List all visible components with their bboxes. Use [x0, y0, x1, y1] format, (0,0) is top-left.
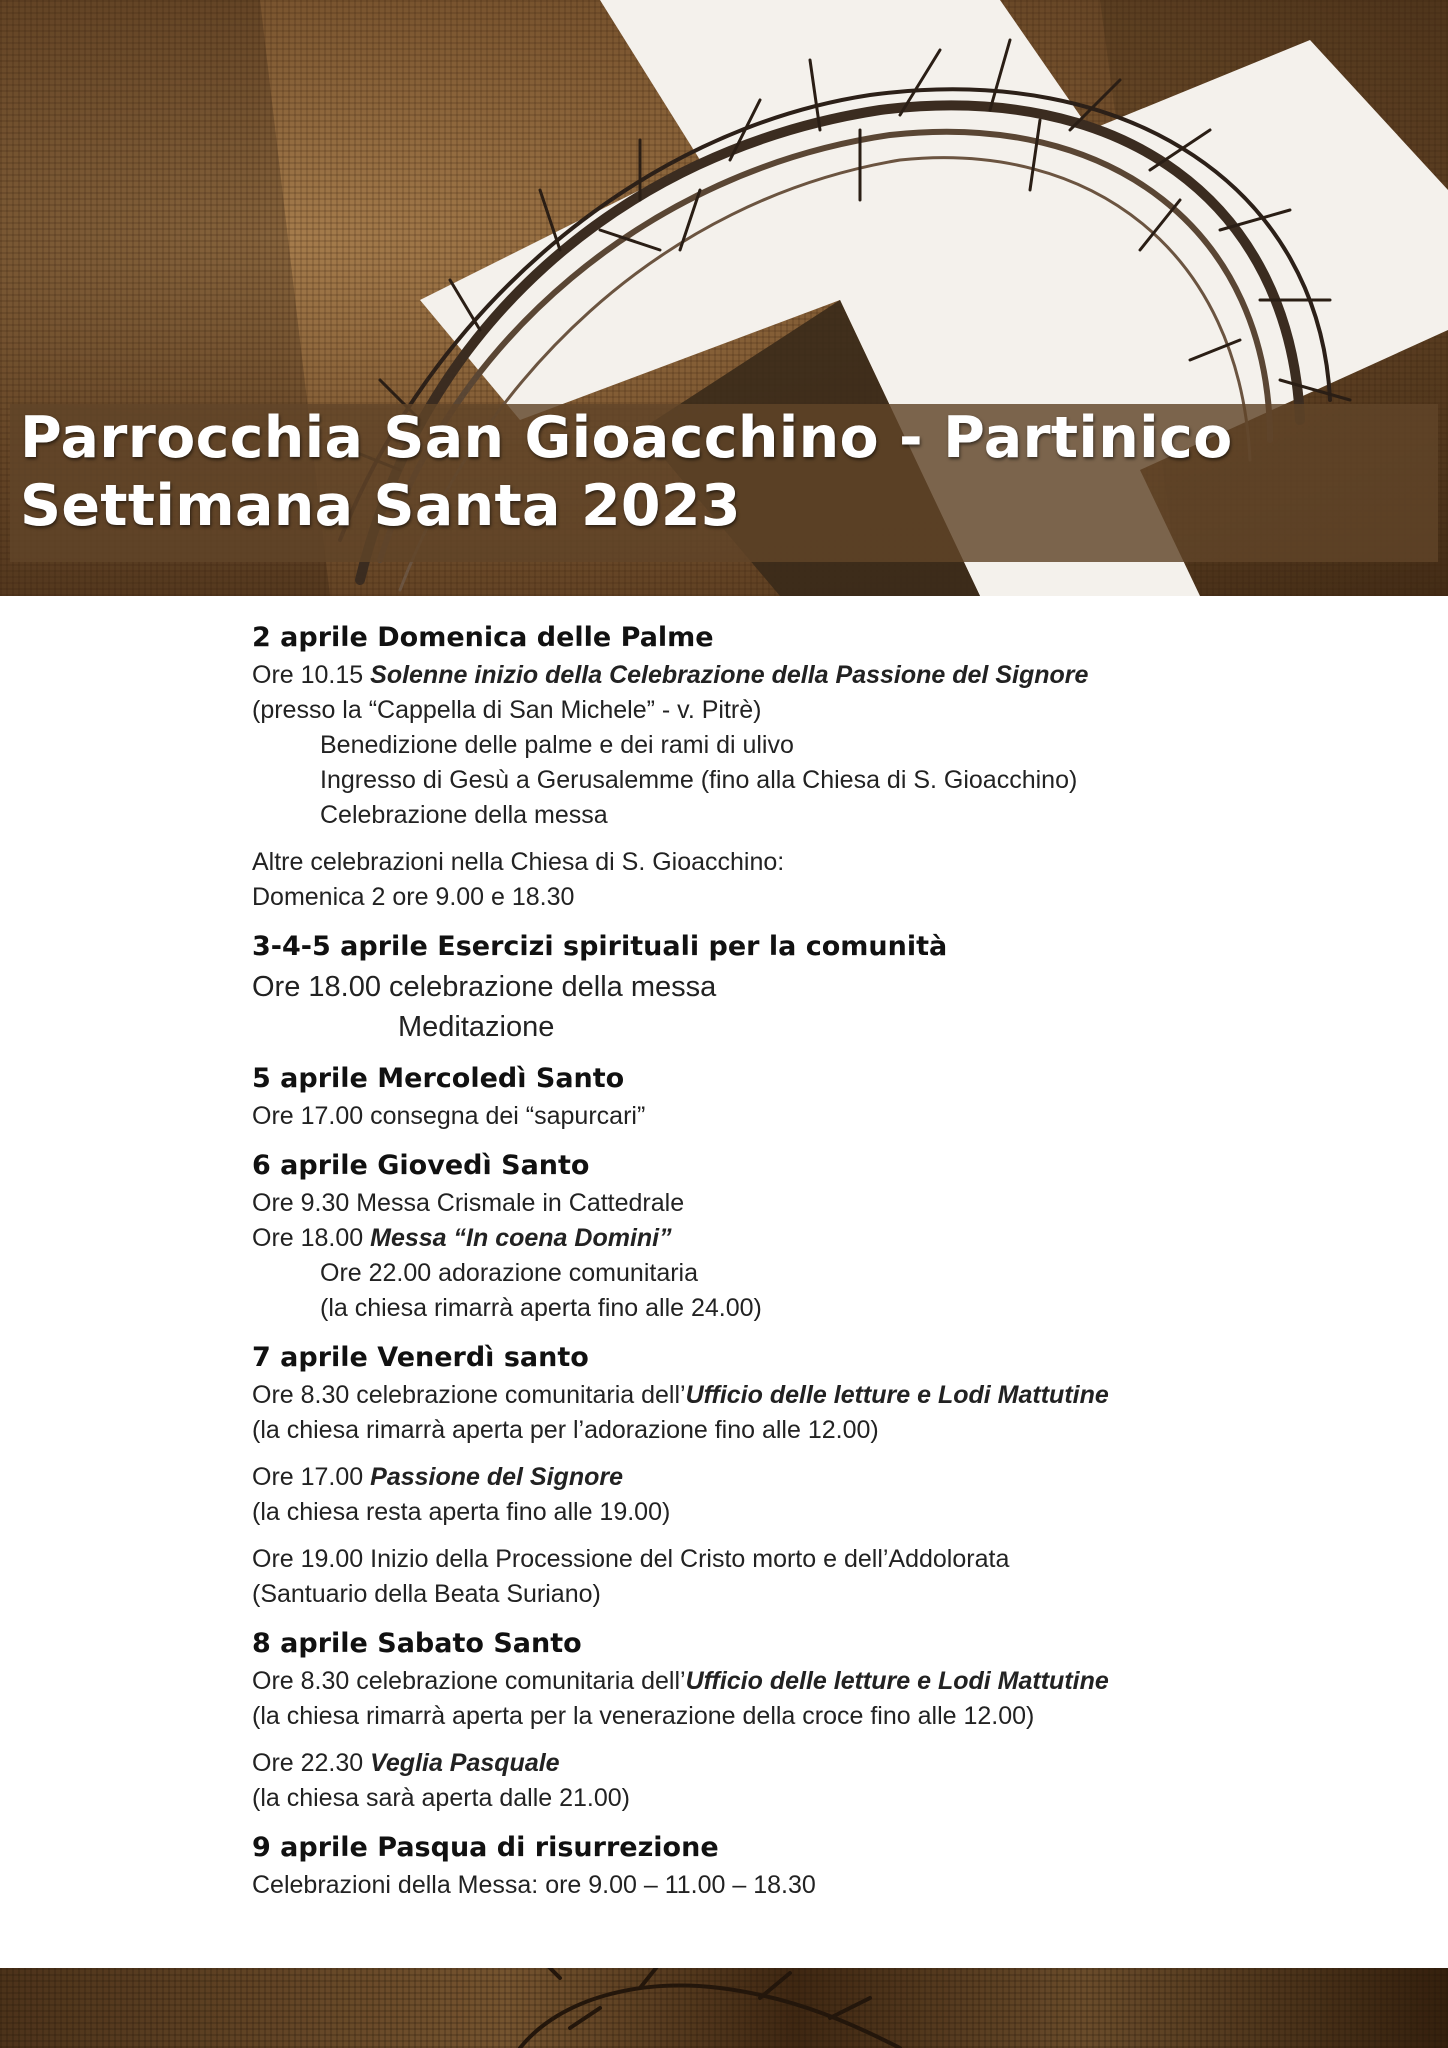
day-title: 3-4-5 aprile Esercizi spirituali per la comunità: [252, 931, 948, 962]
day-title: 7 aprile Venerdì santo: [252, 1342, 589, 1373]
program-line: Ore 18.00 celebrazione della messa: [252, 971, 717, 1003]
title-line-1: Parrocchia San Gioacchino - Partinico: [20, 405, 1233, 471]
program-line: (la chiesa rimarrà aperta per l’adorazione fino alle 12.00): [252, 1416, 879, 1444]
program-line: Ore 10.15 Solenne inizio della Celebrazione della Passione del Signore: [252, 661, 1089, 689]
day-title: 2 aprile Domenica delle Palme: [252, 622, 714, 653]
program-line: Meditazione: [398, 1011, 555, 1043]
program-line: (presso la “Cappella di San Michele” - v. Pitrè): [252, 696, 762, 724]
program-line: Ore 19.00 Inizio della Processione del Cristo morto e dell’Addolorata: [252, 1545, 1010, 1573]
program-line: Ore 18.00 Messa “In coena Domini”: [252, 1224, 672, 1252]
program-line: (la chiesa rimarrà aperta fino alle 24.00): [320, 1294, 762, 1322]
program-line: Ore 17.00 Passione del Signore: [252, 1463, 623, 1491]
day-title: 6 aprile Giovedì Santo: [252, 1150, 590, 1181]
day-section: [252, 618, 1402, 915]
day-title: 9 aprile Pasqua di risurrezione: [252, 1832, 719, 1863]
program-line: Ingresso di Gesù a Gerusalemme (fino alla Chiesa di S. Gioacchino): [320, 766, 1078, 794]
program-line: (la chiesa resta aperta fino alle 19.00): [252, 1498, 671, 1526]
program-line: (la chiesa sarà aperta dalle 21.00): [252, 1784, 631, 1812]
program-line: Altre celebrazioni nella Chiesa di S. Gioacchino:: [252, 848, 785, 876]
day-section: [252, 1624, 1402, 1816]
program-line: Ore 8.30 celebrazione comunitaria dell’Ufficio delle letture e Lodi Mattutine: [252, 1381, 1109, 1409]
burlap-thorns-strip-image: [0, 1968, 1448, 2048]
title-line-2: Settimana Santa 2023: [20, 473, 741, 539]
day-title: 5 aprile Mercoledì Santo: [252, 1063, 625, 1094]
program-line: Domenica 2 ore 9.00 e 18.30: [252, 883, 575, 911]
program-line: Celebrazione della messa: [320, 801, 608, 829]
program-line: Benedizione delle palme e dei rami di ulivo: [320, 731, 794, 759]
day-title: 8 aprile Sabato Santo: [252, 1628, 582, 1659]
program-line: Ore 9.30 Messa Crismale in Cattedrale: [252, 1189, 685, 1217]
header-image: [0, 0, 1448, 596]
program-line: Ore 8.30 celebrazione comunitaria dell’Ufficio delle letture e Lodi Mattutine: [252, 1667, 1109, 1695]
day-section: [252, 1059, 1402, 1134]
page-title: [20, 404, 1233, 540]
day-section: [252, 1338, 1402, 1612]
program-line: Ore 22.30 Veglia Pasquale: [252, 1749, 560, 1777]
program-line: (la chiesa rimarrà aperta per la venerazione della croce fino alle 12.00): [252, 1702, 1035, 1730]
day-section: [252, 1828, 1402, 1903]
program-line: Celebrazioni della Messa: ore 9.00 – 11.00 – 18.30: [252, 1871, 816, 1899]
day-section: [252, 927, 1402, 1047]
holy-week-program: [252, 618, 1402, 1915]
footer-image: [0, 1968, 1448, 2048]
program-line: Ore 17.00 consegna dei “sapurcari”: [252, 1102, 646, 1130]
program-line: (Santuario della Beata Suriano): [252, 1580, 601, 1608]
day-section: [252, 1146, 1402, 1326]
program-line: Ore 22.00 adorazione comunitaria: [320, 1259, 699, 1287]
